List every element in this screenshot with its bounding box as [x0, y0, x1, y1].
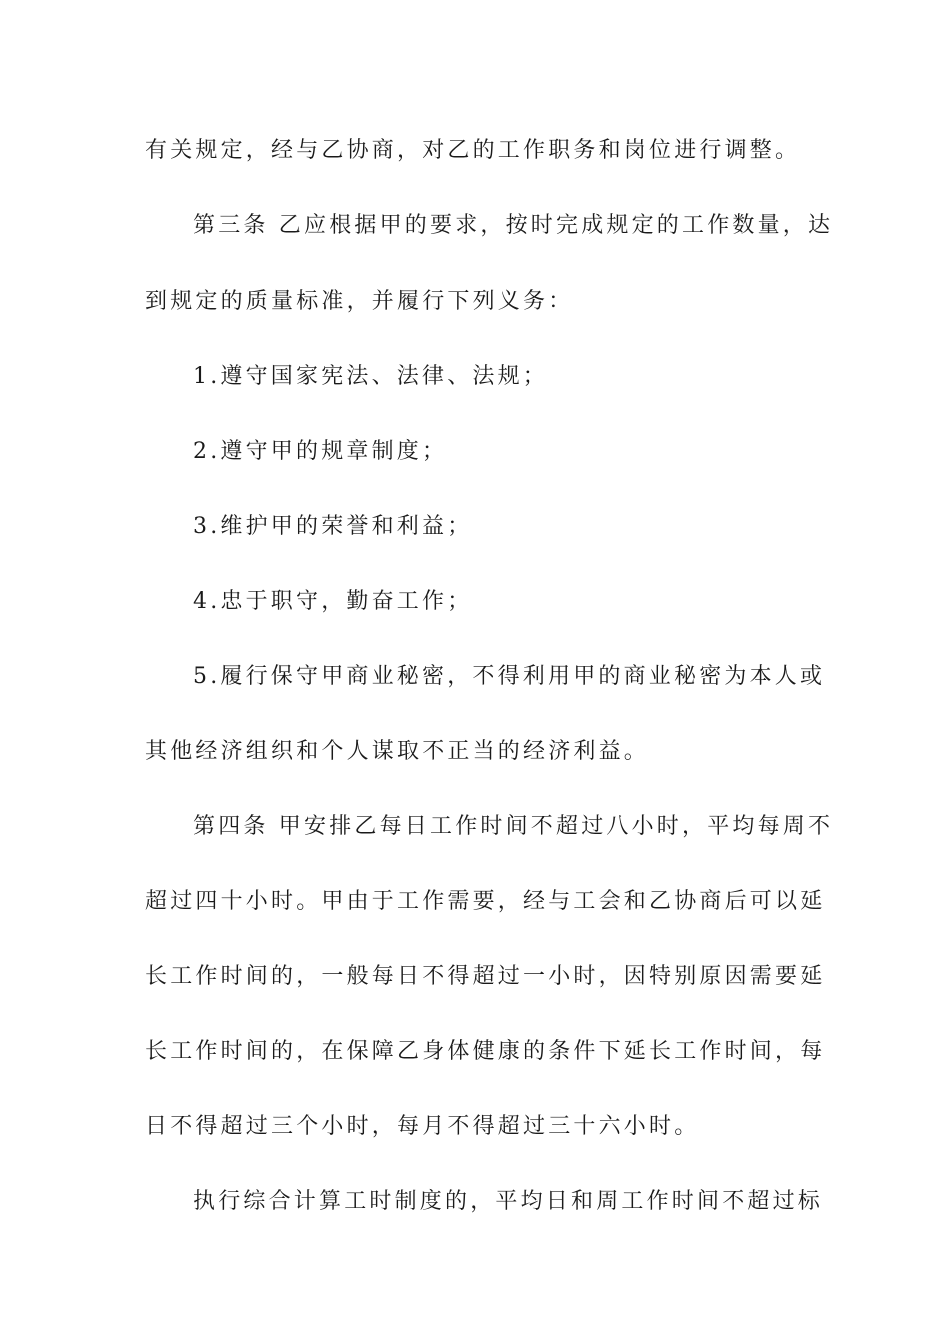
text-line-8: 5.履行保守甲商业秘密，不得利用甲的商业秘密为本人或 — [193, 664, 826, 689]
text-line-5: 2.遵守甲的规章制度； — [193, 439, 448, 464]
text-line-3: 到规定的质量标准，并履行下列义务： — [145, 289, 574, 314]
text-line-15: 执行综合计算工时制度的，平均日和周工作时间不超过标 — [193, 1189, 824, 1214]
text-line-10: 第四条 甲安排乙每日工作时间不超过八小时，平均每周不 — [193, 814, 834, 839]
text-line-6: 3.维护甲的荣誉和利益； — [193, 514, 473, 539]
text-line-11: 超过四十小时。甲由于工作需要，经与工会和乙协商后可以延 — [145, 889, 826, 914]
text-line-7: 4.忠于职守，勤奋工作； — [193, 589, 473, 614]
text-line-2: 第三条 乙应根据甲的要求，按时完成规定的工作数量，达 — [193, 213, 834, 238]
text-line-13: 长工作时间的，在保障乙身体健康的条件下延长工作时间，每 — [145, 1039, 826, 1064]
text-line-1: 有关规定，经与乙协商，对乙的工作职务和岗位进行调整。 — [145, 138, 801, 163]
text-line-9: 其他经济组织和个人谋取不正当的经济利益。 — [145, 739, 650, 764]
text-line-4: 1.遵守国家宪法、法律、法规； — [193, 364, 548, 389]
text-line-14: 日不得超过三个小时，每月不得超过三十六小时。 — [145, 1114, 700, 1139]
text-line-12: 长工作时间的，一般每日不得超过一小时，因特别原因需要延 — [145, 964, 826, 989]
